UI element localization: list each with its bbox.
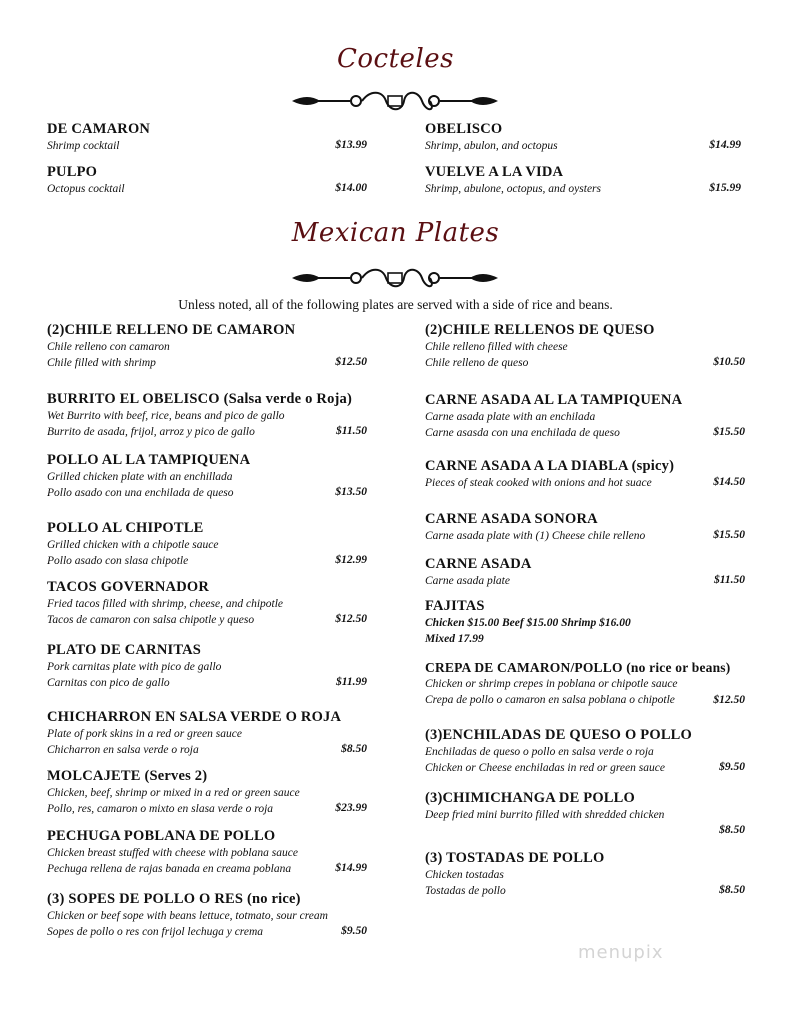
menu-item [425,322,745,371]
item-description: Pechuga rellena de rajas banada en creama poblana [47,863,292,875]
item-description: Chicken, beef, shrimp or mixed in a red or green sauce [47,787,300,799]
menu-item [425,850,745,899]
item-description: Chile relleno filled with cheese [425,341,568,353]
menu-item [425,556,745,589]
item-name: CREPA DE CAMARON/POLLO (no rice or beans) [425,660,731,675]
item-description: Carnitas con pico de gallo [47,677,170,689]
item-description: Carne asada plate [425,575,510,587]
watermark: menupix [578,942,664,963]
item-price: $12.50 [713,694,745,706]
menu-item [425,121,741,154]
item-price: $9.50 [719,761,745,773]
item-description: Chile relleno de queso [425,357,529,369]
item-price: $15.50 [713,426,745,438]
mexican-plates-title: Mexican Plates [291,218,500,248]
item-price: $8.50 [719,884,745,896]
item-description: Chicken or shrimp crepes in poblana or chipotle sauce [425,678,678,690]
item-price: $12.50 [335,613,367,625]
item-price: $14.50 [713,476,745,488]
menu-item [47,891,367,940]
item-description: Plate of pork skins in a red or green sauce [47,728,242,740]
item-price: $12.99 [335,554,367,566]
menu-item [47,768,367,817]
menu-item [47,828,367,877]
menu-item [47,709,367,758]
item-price: $23.99 [335,802,367,814]
item-description: Enchiladas de queso o pollo en salsa verde o roja [425,746,654,758]
menu-item [425,511,745,544]
item-description: Pollo asado con una enchilada de queso [47,487,234,499]
menu-item [425,164,741,197]
menu-item [425,660,745,708]
item-price: $11.50 [336,425,367,437]
item-description: Pollo, res, camaron o mixto en slasa verde o roja [47,803,274,815]
plates-note: Unless noted, all of the following plates are served with a side of rice and beans. [178,297,613,312]
item-description: Chicken or beef sope with beans lettuce, totmato, sour cream [47,910,328,922]
item-name: OBELISCO [425,121,503,137]
item-name: (2)CHILE RELLENOS DE QUESO [425,322,655,338]
item-description: Grilled chicken with a chipotle sauce [47,539,219,551]
item-price: $11.99 [336,676,367,688]
item-name: PLATO DE CARNITAS [47,642,202,658]
item-name: CARNE ASADA [425,556,532,572]
item-name: PULPO [47,164,98,180]
item-name: CHICHARRON EN SALSA VERDE O ROJA [47,709,342,725]
menu-item [425,727,745,776]
item-price: $12.50 [335,356,367,368]
item-price: $9.50 [341,925,367,937]
item-name: VUELVE A LA VIDA [425,164,564,180]
item-description: Shrimp, abulone, octopus, and oysters [425,183,602,195]
item-price: $10.50 [713,356,745,368]
item-name: FAJITAS [425,598,485,614]
item-price: $14.00 [335,182,367,194]
menu-item [425,598,745,647]
menu-item [425,392,745,441]
item-price: $13.99 [335,139,367,151]
item-description: Wet Burrito with beef, rice, beans and pico de gallo [47,410,285,422]
menu-item [47,452,367,501]
item-name: (3)ENCHILADAS DE QUESO O POLLO [425,727,693,743]
item-description: Chicken tostadas [425,869,504,881]
item-name: CARNE ASADA SONORA [425,511,598,527]
item-name: (3)CHIMICHANGA DE POLLO [425,790,636,806]
item-description: Grilled chicken plate with an enchillada [47,471,233,483]
item-description: Chile relleno con camaron [47,341,170,353]
item-description: Shrimp, abulon, and octopus [425,140,558,152]
item-description: Carne asada plate with an enchilada [425,411,596,423]
menu-item [425,458,745,491]
item-description: Deep fried mini burrito filled with shredded chicken [425,809,665,821]
ornament-divider-icon [290,90,500,112]
item-price: $8.50 [719,824,745,836]
item-price: $14.99 [335,862,367,874]
cocteles-title: Cocteles [337,44,454,74]
ornament-divider-icon [290,267,500,289]
item-name: POLLO AL LA TAMPIQUENA [47,452,251,468]
item-description: Carne asasda con una enchilada de queso [425,427,620,439]
item-price: $15.99 [709,182,741,194]
item-description: Shrimp cocktail [47,140,120,152]
item-description: Burrito de asada, frijol, arroz y pico de gallo [47,426,255,438]
item-name: CARNE ASADA AL LA TAMPIQUENA [425,392,683,408]
item-description: Sopes de pollo o res con frijol lechuga y crema [47,926,264,938]
item-name: BURRITO EL OBELISCO (Salsa verde o Roja) [47,391,353,407]
item-price: $15.50 [713,529,745,541]
item-description: Crepa de pollo o camaron en salsa poblana o chipotle [425,694,675,706]
menu-item [47,520,367,569]
item-description: Carne asada plate with (1) Cheese chile relleno [425,530,646,542]
item-name: (2)CHILE RELLENO DE CAMARON [47,322,296,338]
item-price: $13.50 [335,486,367,498]
item-description: Pieces of steak cooked with onions and hot suace [425,477,652,489]
item-description: Tostadas de pollo [425,885,506,897]
item-name: (3) TOSTADAS DE POLLO [425,850,605,866]
item-price: $14.99 [709,139,741,151]
item-price: $11.50 [714,574,745,586]
item-description: Fried tacos filled with shrimp, cheese, and chipotle [47,598,284,610]
item-description: Chicken or Cheese enchiladas in red or green sauce [425,762,665,774]
menu-item [47,642,367,691]
menu-item [47,164,367,197]
item-price: $8.50 [341,743,367,755]
item-description: Tacos de camaron con salsa chipotle y queso [47,614,255,626]
item-name: (3) SOPES DE POLLO O RES (no rice) [47,891,301,907]
menu-item [47,579,367,628]
menu-item [47,322,367,371]
item-description: Mixed 17.99 [425,633,484,645]
item-name: DE CAMARON [47,121,151,137]
item-description: Pork carnitas plate with pico de gallo [47,661,222,673]
menu-item [425,790,745,839]
menu-item [47,391,367,440]
item-description: Chile filled with shrimp [47,357,156,369]
item-description: Pollo asado con slasa chipotle [47,555,189,567]
item-description: Chicken breast stuffed with cheese with poblana sauce [47,847,298,859]
menu-item [47,121,367,154]
item-description [425,823,745,839]
item-description: Chicken $15.00 Beef $15.00 Shrimp $16.00 [425,617,631,629]
item-name: TACOS GOVERNADOR [47,579,210,595]
item-name: MOLCAJETE (Serves 2) [47,768,208,784]
item-name: POLLO AL CHIPOTLE [47,520,204,536]
item-description: Chicharron en salsa verde o roja [47,744,199,756]
item-name: PECHUGA POBLANA DE POLLO [47,828,276,844]
item-description: Octopus cocktail [47,183,125,195]
item-name: CARNE ASADA A LA DIABLA (spicy) [425,458,675,474]
